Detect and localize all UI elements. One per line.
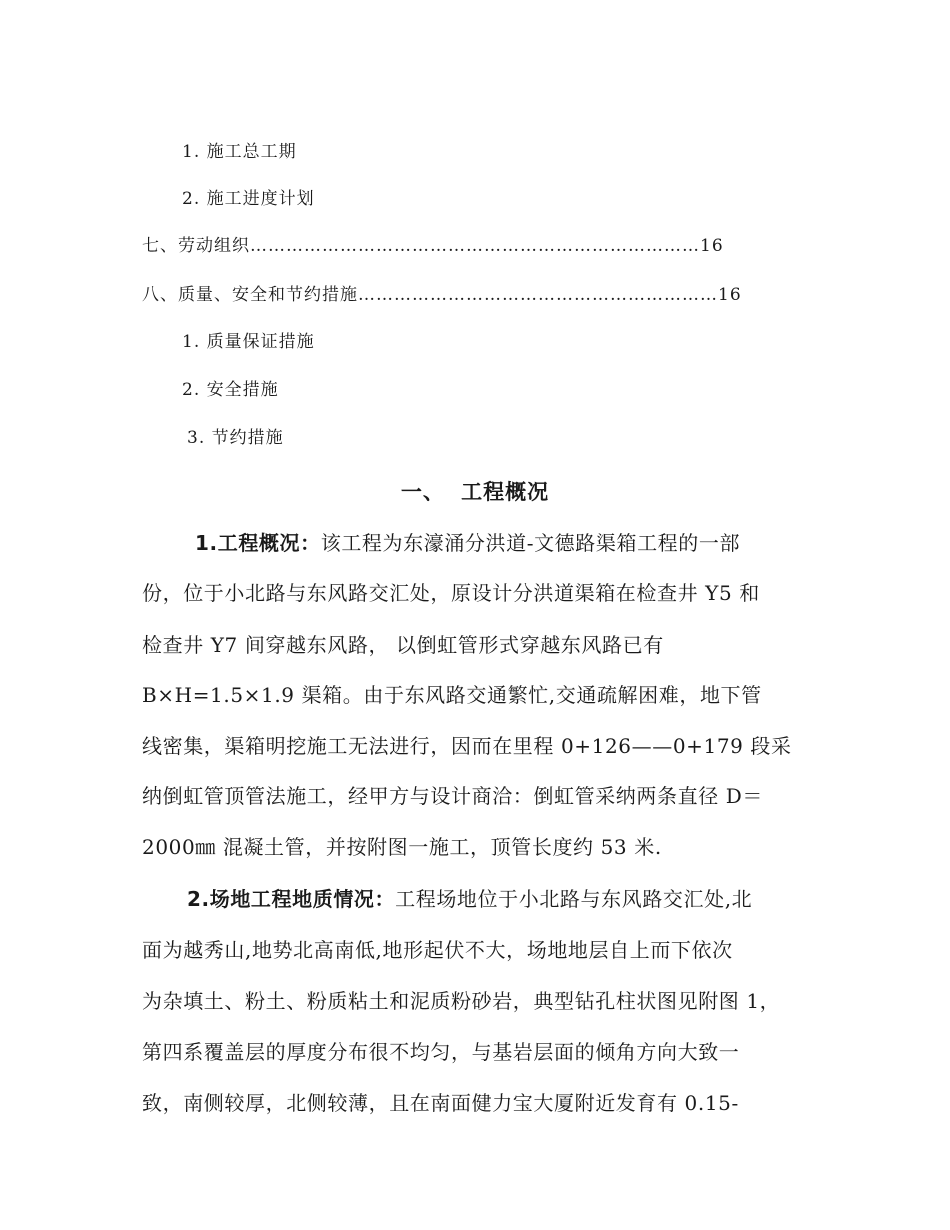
paragraph-2-text: 工程场地位于小北路与东风路交汇处,北 bbox=[395, 887, 753, 911]
paragraph-2-line-3: 为杂填土、粉土、粉质粘土和泥质粉砂岩，典型钻孔柱状图见附图 1， bbox=[142, 989, 781, 1013]
paragraph-1-line-3: 检查井 Y7 间穿越东风路， 以倒虹管形式穿越东风路已有 bbox=[142, 633, 664, 657]
toc-item-safety: 2. 安全措施 bbox=[182, 380, 279, 400]
toc-item-total-duration: 1. 施工总工期 bbox=[182, 142, 297, 162]
paragraph-2-line-5: 致，南侧较厚，北侧较薄，且在南面健力宝大厦附近发育有 0.15- bbox=[142, 1091, 739, 1115]
toc-section-quality-safety: 八、质量、安全和节约措施……………………………………………………16 bbox=[142, 285, 742, 305]
paragraph-1-line-7: 2000㎜ 混凝土管，并按附图一施工，顶管长度约 53 米. bbox=[142, 835, 662, 859]
paragraph-1-lead: 1.工程概况： bbox=[195, 531, 321, 555]
paragraph-1-line-1 bbox=[195, 528, 740, 558]
section-heading: 一、 工程概况 bbox=[400, 480, 550, 504]
paragraph-2-line-1 bbox=[187, 884, 752, 914]
toc-item-schedule: 2. 施工进度计划 bbox=[182, 189, 315, 209]
paragraph-1-line-5: 线密集，渠箱明挖施工无法进行，因而在里程 0+126——0+179 段采 bbox=[142, 734, 792, 758]
paragraph-2-line-2: 面为越秀山,地势北高南低,地形起伏不大，场地地层自上而下依次 bbox=[142, 938, 733, 962]
toc-item-saving: 3. 节约措施 bbox=[187, 428, 284, 448]
paragraph-1-line-4: B×H=1.5×1.9 渠箱。由于东风路交通繁忙,交通疏解困难，地下管 bbox=[142, 683, 762, 707]
toc-item-quality: 1. 质量保证措施 bbox=[182, 332, 315, 352]
paragraph-1-text: 该工程为东濠涌分洪道-文德路渠箱工程的一部 bbox=[320, 531, 741, 555]
paragraph-2-line-4: 第四系覆盖层的厚度分布很不均匀，与基岩层面的倾角方向大致一 bbox=[142, 1040, 740, 1064]
paragraph-1-line-2: 份，位于小北路与东风路交汇处，原设计分洪道渠箱在检查井 Y5 和 bbox=[142, 581, 760, 605]
paragraph-1-line-6: 纳倒虹管顶管法施工，经甲方与设计商洽：倒虹管采纳两条直径 D＝ bbox=[142, 784, 763, 808]
paragraph-2-lead: 2.场地工程地质情况： bbox=[187, 887, 396, 911]
toc-section-labor: 七、劳动组织…………………………………………………………………16 bbox=[142, 236, 724, 256]
